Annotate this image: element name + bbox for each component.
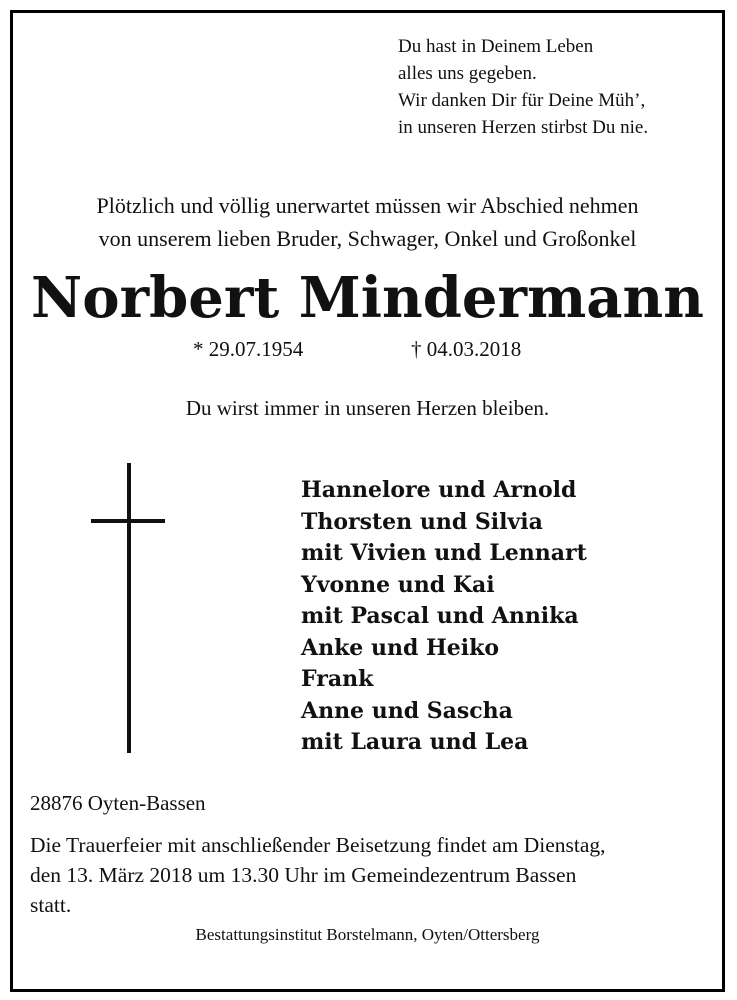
- mourner-entry: Thorsten und Silvia: [301, 508, 543, 535]
- mourner-entry: mit Pascal und Annika: [301, 603, 579, 629]
- death-date: † 04.03.2018: [411, 337, 522, 361]
- poem-line: Wir danken Dir für Deine Müh’,: [398, 90, 646, 111]
- mourners-list: [301, 475, 587, 759]
- mourner-entry: mit Vivien und Lennart: [301, 540, 587, 566]
- mourner-entry: Anne und Sascha: [301, 697, 513, 724]
- funeral-info: [30, 830, 720, 920]
- poem: [398, 33, 648, 141]
- intro-text: [13, 189, 722, 255]
- birth-date: * 29.07.1954: [193, 337, 304, 361]
- intro-line: von unserem lieben Bruder, Schwager, Onkel und Großonkel: [98, 226, 637, 251]
- memorial-quote: Du wirst immer in unseren Herzen bleiben.: [185, 396, 550, 420]
- funeral-line: Die Trauerfeier mit anschließender Beisetzung findet am Dienstag,: [30, 833, 606, 857]
- funeral-line: den 13. März 2018 um 13.30 Uhr im Gemeindezentrum Bassen: [30, 863, 577, 887]
- mourner-entry: Anke und Heiko: [301, 634, 500, 661]
- poem-line: alles uns gegeben.: [398, 63, 537, 84]
- undertaker: Bestattungsinstitut Borstelmann, Oyten/Ottersberg: [195, 925, 540, 944]
- poem-line: in unseren Herzen stirbst Du nie.: [398, 117, 649, 138]
- mourner-entry: Hannelore und Arnold: [301, 477, 577, 503]
- mourner-entry: mit Laura und Lea: [301, 729, 529, 755]
- obituary-frame: [10, 10, 725, 992]
- poem-line: Du hast in Deinem Leben: [398, 36, 594, 57]
- cross-icon-bar: [91, 519, 165, 523]
- cross-icon: [127, 463, 131, 753]
- funeral-line: statt.: [30, 893, 72, 917]
- mourner-entry: Yvonne und Kai: [301, 571, 495, 598]
- deceased-name: Norbert Mindermann: [31, 265, 704, 331]
- intro-line: Plötzlich und völlig unerwartet müssen wir Abschied nehmen: [96, 193, 639, 218]
- address: 28876 Oyten-Bassen: [30, 791, 206, 815]
- mourner-entry: Frank: [301, 666, 374, 692]
